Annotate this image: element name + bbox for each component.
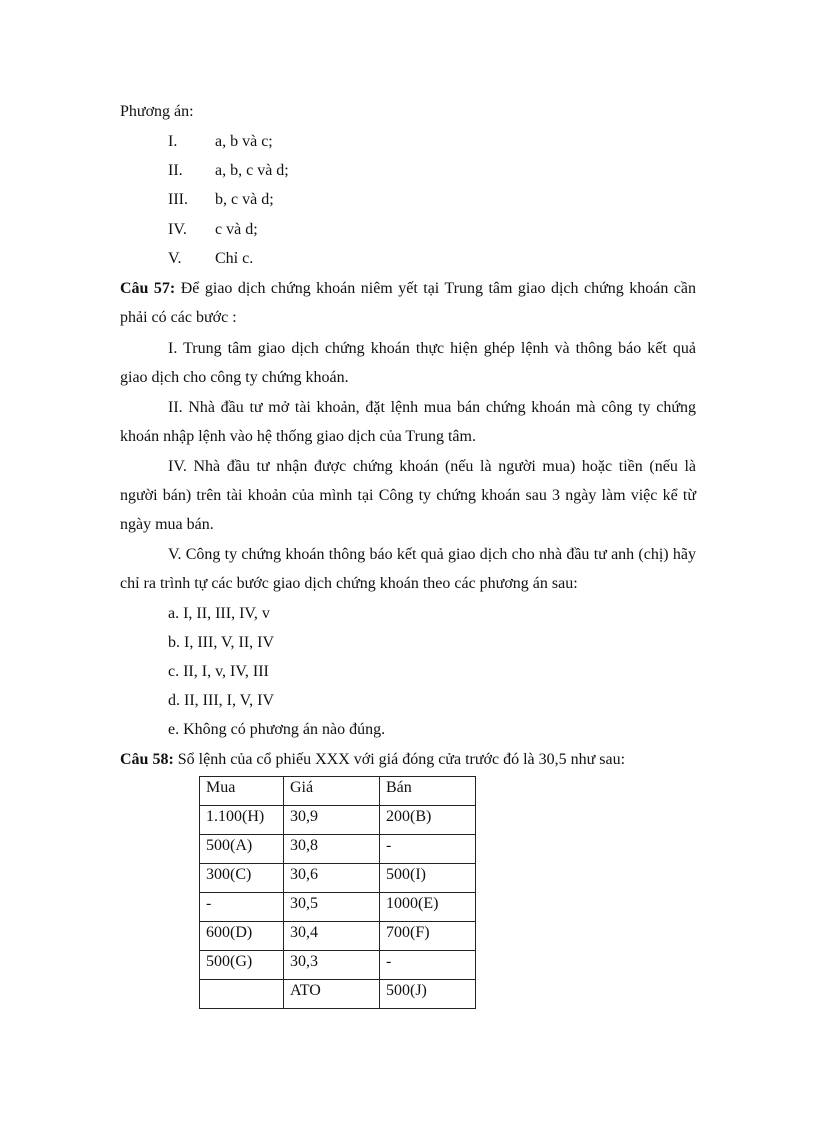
step-4-line-2: chỉ ra trình tự các bước giao dịch chứng khoán theo các phương án sau:: [120, 575, 578, 592]
option-text: a, b, c và d;: [215, 162, 289, 179]
step-3-line-2: người bán) trên tài khoản của mình tại Công ty chứng khoán sau 3 ngày làm việc kể từ: [120, 487, 696, 504]
table-row: [200, 806, 476, 835]
answer-option: e. Không có phương án nào đúng.: [168, 721, 386, 738]
table-row: [200, 980, 476, 1009]
table-header-row: [200, 777, 476, 806]
option-text: c và d;: [215, 221, 258, 238]
table-row: [200, 951, 476, 980]
step-4-line-1: V. Công ty chứng khoán thông báo kết quả giao dịch cho nhà đầu tư anh (chị) hãy: [168, 546, 696, 563]
cell-buy: 1.100(H): [200, 806, 284, 835]
question-57-label: Câu 57:: [120, 280, 176, 297]
answer-option: a. I, II, III, IV, v: [168, 605, 270, 622]
option-text: Chỉ c.: [215, 250, 254, 267]
table-row: [200, 922, 476, 951]
option-number: I.: [168, 133, 178, 150]
order-book-table: [199, 776, 476, 1009]
cell-price: 30,4: [284, 922, 380, 951]
cell-price: ATO: [284, 980, 380, 1009]
question-58-label: Câu 58:: [120, 751, 174, 768]
cell-buy: 500(A): [200, 835, 284, 864]
option-number: III.: [168, 191, 188, 208]
question-57-line-1: [120, 279, 696, 299]
cell-buy: 300(C): [200, 864, 284, 893]
question-58-text: Sổ lệnh của cổ phiếu XXX với giá đóng cửa trước đó là 30,5 như sau:: [177, 751, 626, 768]
question-58-line: [120, 750, 625, 770]
option-number: II.: [168, 162, 183, 179]
option-text: a, b và c;: [215, 133, 273, 150]
cell-sell: 1000(E): [380, 893, 476, 922]
cell-sell: 500(J): [380, 980, 476, 1009]
option-number: IV.: [168, 221, 187, 238]
step-1-line-1: I. Trung tâm giao dịch chứng khoán thực hiện ghép lệnh và thông báo kết quả: [168, 340, 696, 357]
header-buy: Mua: [200, 777, 284, 806]
cell-buy: -: [200, 893, 284, 922]
cell-sell: -: [380, 951, 476, 980]
cell-sell: -: [380, 835, 476, 864]
cell-sell: 500(I): [380, 864, 476, 893]
option-text: b, c và d;: [215, 191, 274, 208]
cell-price: 30,8: [284, 835, 380, 864]
cell-buy: 600(D): [200, 922, 284, 951]
step-2-line-2: khoán nhập lệnh vào hệ thống giao dịch của Trung tâm.: [120, 428, 476, 445]
option-number: V.: [168, 250, 182, 267]
cell-sell: 200(B): [380, 806, 476, 835]
answer-option: c. II, I, v, IV, III: [168, 663, 269, 680]
cell-buy: [200, 980, 284, 1009]
cell-price: 30,6: [284, 864, 380, 893]
step-1-line-2: giao dịch cho công ty chứng khoán.: [120, 369, 349, 386]
answer-option: b. I, III, V, II, IV: [168, 634, 275, 651]
cell-price: 30,9: [284, 806, 380, 835]
question-57-text: Để giao dịch chứng khoán niêm yết tại Trung tâm giao dịch chứng khoán cần: [180, 280, 697, 297]
table-row: [200, 864, 476, 893]
options-label: Phương án:: [120, 103, 194, 120]
table-row: [200, 893, 476, 922]
cell-price: 30,3: [284, 951, 380, 980]
cell-sell: 700(F): [380, 922, 476, 951]
header-sell: Bán: [380, 777, 476, 806]
cell-buy: 500(G): [200, 951, 284, 980]
table-row: [200, 835, 476, 864]
step-3-line-1: IV. Nhà đầu tư nhận được chứng khoán (nếu là người mua) hoặc tiền (nếu là: [168, 458, 696, 475]
cell-price: 30,5: [284, 893, 380, 922]
header-price: Giá: [284, 777, 380, 806]
step-2-line-1: II. Nhà đầu tư mở tài khoản, đặt lệnh mua bán chứng khoán mà công ty chứng: [168, 399, 696, 416]
question-57-line-2: phải có các bước :: [120, 309, 237, 326]
step-3-line-3: ngày mua bán.: [120, 516, 214, 533]
answer-option: d. II, III, I, V, IV: [168, 692, 275, 709]
